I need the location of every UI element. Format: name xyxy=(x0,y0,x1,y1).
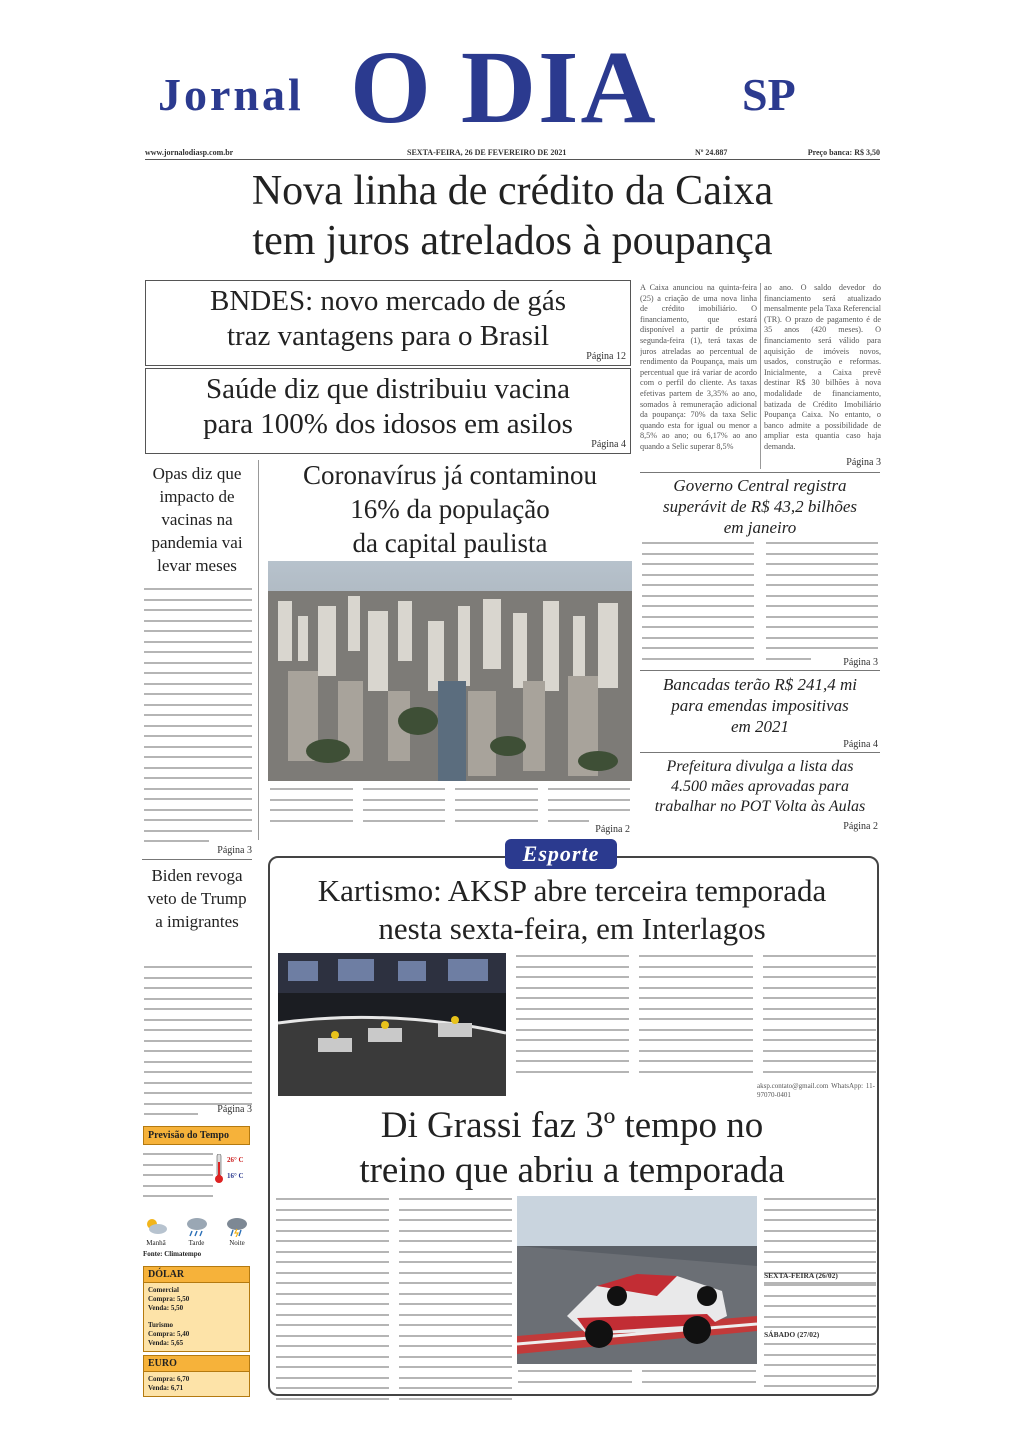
schedule-saturday-list xyxy=(764,1343,876,1396)
prefeitura-headline[interactable] xyxy=(640,757,880,817)
governo-line2: superávit de R$ 43,2 bilhões xyxy=(662,497,858,516)
dolar-buy2: Compra: 5,40 xyxy=(148,1330,190,1338)
divider xyxy=(142,859,252,860)
masthead-jornal: Jornal xyxy=(158,69,304,120)
opas-headline[interactable]: Opas diz que impacto de vacinas na pandemia vai levar meses xyxy=(151,464,243,575)
temp-high: 26° C xyxy=(227,1156,244,1164)
column-divider xyxy=(258,460,259,840)
prefeitura-line3: trabalhar no POT Volta às Aulas xyxy=(654,798,866,815)
governo-body xyxy=(642,542,878,668)
dolar-buy1: Compra: 5,50 xyxy=(148,1295,190,1303)
saude-page: Página 4 xyxy=(591,439,626,450)
rain-cloud-icon xyxy=(184,1215,210,1237)
sun-cloud-icon xyxy=(143,1215,169,1237)
kart-headline[interactable] xyxy=(272,872,872,948)
bancadas-line3: em 2021 xyxy=(730,717,790,736)
esporte-tag[interactable]: Esporte xyxy=(505,839,617,869)
euro-sell: Venda: 6,71 xyxy=(148,1384,184,1392)
main-headline[interactable] xyxy=(145,166,880,266)
dolar-label2: Turismo xyxy=(148,1321,174,1329)
corona-page: Página 2 xyxy=(595,824,630,835)
bndes-line1: BNDES: novo mercado de gás xyxy=(210,285,566,317)
corona-line3: da capital paulista xyxy=(352,528,548,558)
weather-night xyxy=(224,1215,250,1247)
euro-title: EURO xyxy=(144,1356,249,1372)
governo-line1: Governo Central registra xyxy=(673,476,847,495)
weather-morning-label: Manhã xyxy=(146,1239,166,1247)
biden-body xyxy=(144,966,252,1124)
masthead-sp: SP xyxy=(742,69,796,120)
biden-page: Página 3 xyxy=(217,1104,252,1115)
column-divider xyxy=(760,283,761,469)
temp-low: 16° C xyxy=(227,1172,244,1180)
biden-headline[interactable]: Biden revoga veto de Trump a imigrantes xyxy=(147,866,247,931)
saude-line1: Saúde diz que distribuiu vacina xyxy=(205,373,570,405)
kart-line1: Kartismo: AKSP abre terceira temporada xyxy=(317,873,827,908)
city-photo xyxy=(268,561,632,781)
divider xyxy=(640,472,880,473)
corona-line1: Coronavírus já contaminou xyxy=(303,460,597,490)
bndes-line2: traz vantagens para o Brasil xyxy=(226,320,550,352)
corona-headline[interactable] xyxy=(268,458,632,560)
grassi-line2: treino que abriu a temporada xyxy=(359,1150,785,1191)
main-headline-line2: tem juros atrelados à poupança xyxy=(252,218,773,264)
weather-title: Previsão do Tempo xyxy=(143,1126,250,1145)
schedule-friday: SEXTA-FEIRA (26/02) xyxy=(764,1271,838,1280)
dolar-sell1: Venda: 5,50 xyxy=(148,1304,184,1312)
kart-line2: nesta sexta-feira, em Interlagos xyxy=(378,911,766,946)
edition-date: SEXTA-FEIRA, 26 DE FEVEREIRO DE 2021 xyxy=(407,148,567,157)
schedule-friday-list xyxy=(764,1284,876,1337)
masthead-logo: O DIA xyxy=(350,30,658,145)
bancadas-page: Página 4 xyxy=(843,739,878,750)
race-car-photo xyxy=(517,1196,757,1364)
grassi-body-bottom xyxy=(518,1370,756,1391)
weather-night-label: Noite xyxy=(229,1239,245,1247)
grassi-line1: Di Grassi faz 3º tempo no xyxy=(380,1105,764,1146)
thermometer-icon xyxy=(215,1154,223,1184)
kart-body xyxy=(516,955,876,1081)
dolar-box xyxy=(143,1266,250,1352)
prefeitura-page: Página 2 xyxy=(843,821,878,832)
weather-box xyxy=(143,1126,250,1397)
weather-source: Fonte: Climatempo xyxy=(143,1250,202,1258)
weather-afternoon xyxy=(184,1215,210,1247)
main-headline-line1: Nova linha de crédito da Caixa xyxy=(251,168,774,214)
divider xyxy=(640,670,880,671)
caixa-article-col2: ao ano. O saldo devedor do financiamento será atualizado mensalmente pela Taxa Referencial (TR). O prazo de pagamento é de 35 anos (420 meses). O financiamento será válido para aquisição de imóveis novos, usados, construção e reformas. Inicialmente, a Caixa prevê destinar R$ 30 bilhões à nova modalidade de financiamento, batizada de Crédito Imobiliário Poupança Caixa. No entanto, o banco admite a possibilidade de ampliar esta quantia caso haja demanda. xyxy=(764,283,881,451)
dolar-title: DÓLAR xyxy=(144,1267,249,1283)
dolar-label1: Comercial xyxy=(148,1286,179,1294)
saude-line2: para 100% dos idosos em asilos xyxy=(203,408,573,440)
edition-number: Nº 24.887 xyxy=(695,148,728,157)
bndes-page: Página 12 xyxy=(586,351,626,362)
grassi-headline[interactable] xyxy=(272,1103,872,1193)
governo-headline[interactable] xyxy=(640,475,880,538)
weather-afternoon-label: Tarde xyxy=(188,1239,205,1247)
euro-buy: Compra: 6,70 xyxy=(148,1375,190,1383)
weather-morning xyxy=(143,1215,169,1247)
info-bar xyxy=(145,146,880,160)
opas-page: Página 3 xyxy=(217,845,252,856)
bancadas-line1: Bancadas terão R$ 241,4 mi xyxy=(662,675,858,694)
caixa-page: Página 3 xyxy=(846,457,881,468)
corona-line2: 16% da população xyxy=(350,494,550,524)
divider xyxy=(640,752,880,753)
opas-body xyxy=(144,588,252,851)
governo-page: Página 3 xyxy=(843,657,878,668)
site-link[interactable]: www.jornalodiasp.com.br xyxy=(145,148,234,157)
bancadas-headline[interactable] xyxy=(640,674,880,737)
euro-box xyxy=(143,1355,250,1397)
grassi-body xyxy=(276,1198,512,1408)
saude-box[interactable] xyxy=(145,368,631,454)
storm-cloud-icon xyxy=(224,1215,250,1237)
kart-photo xyxy=(278,953,506,1096)
price: Preço banca: R$ 3,50 xyxy=(807,148,880,157)
prefeitura-line1: Prefeitura divulga a lista das xyxy=(666,758,854,775)
prefeitura-line2: 4.500 mães aprovadas para xyxy=(670,778,850,795)
schedule-saturday: SÁBADO (27/02) xyxy=(764,1330,820,1339)
caixa-article-col1: A Caixa anunciou na quinta-feira (25) a criação de uma nova linha de crédito imobiliário. O financiamento, que estará disponível a partir de próxima segunda-feira (1), terá taxas de juros atreladas ao percentual de rendimento da Poupança, mais um percentual que irá variar de acordo com o perfil do cliente. As taxas efetivas partem de 3,35% ao ano, somados à remuneração adicional da poupança: 70% da taxa Selic quando esta for igual ou menor a 8,5% ao ano; ou 6,17% ao ano quando a Selic superar 8,5% xyxy=(640,283,757,451)
kart-contact[interactable]: aksp.contato@gmail.com WhatsApp: 11-97070-0401 xyxy=(757,1082,875,1099)
dolar-sell2: Venda: 5,65 xyxy=(148,1339,184,1347)
bndes-box[interactable] xyxy=(145,280,631,366)
bancadas-line2: para emendas impositivas xyxy=(671,696,849,715)
governo-line3: em janeiro xyxy=(723,518,797,537)
